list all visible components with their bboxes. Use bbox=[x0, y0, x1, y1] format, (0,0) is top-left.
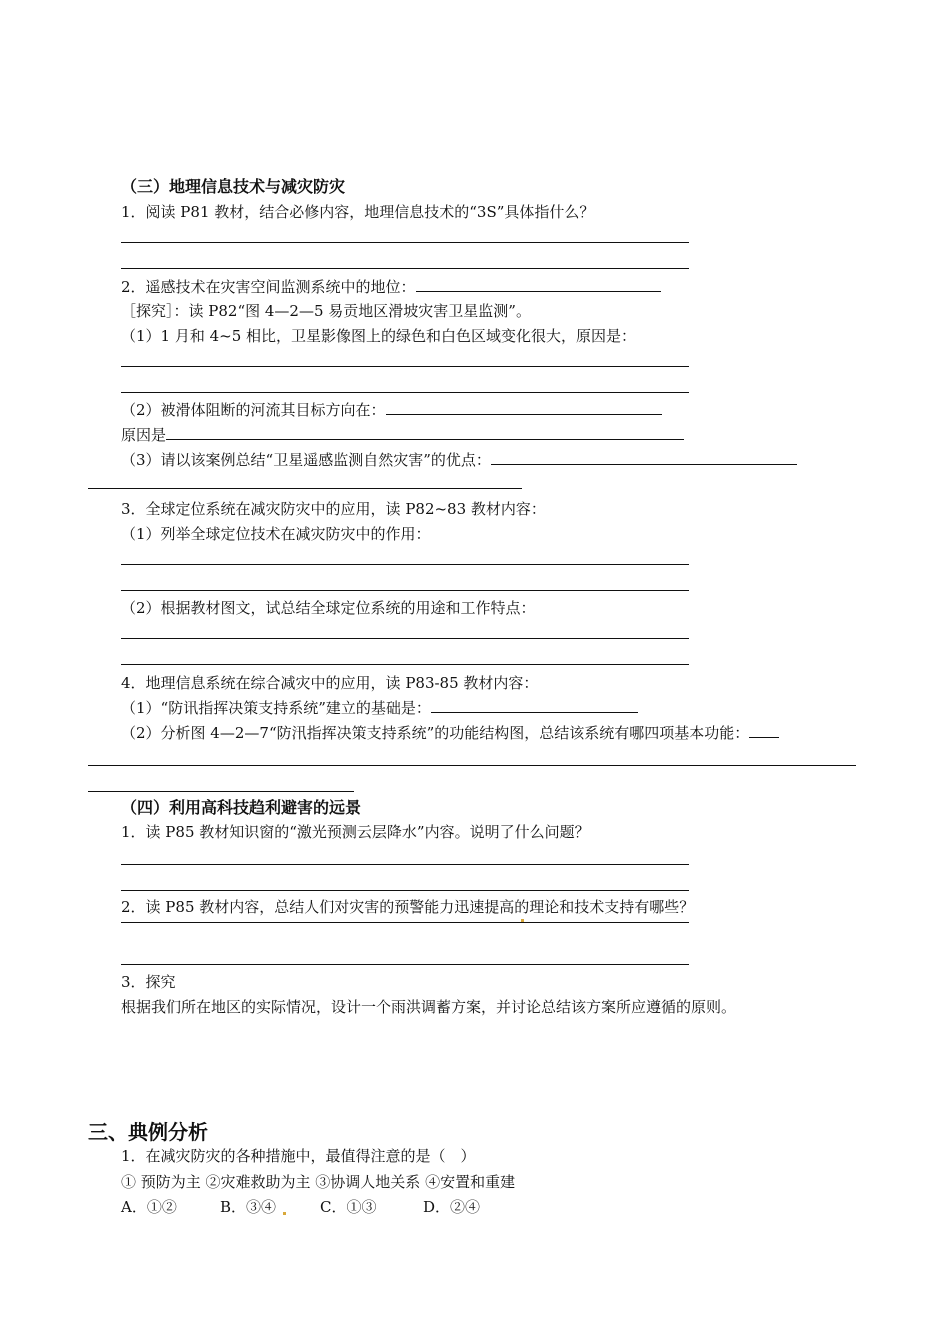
question-3-4-1: （1）“防讯指挥决策支持系统”建立的基础是： bbox=[121, 698, 638, 718]
choice-c: C．①③ bbox=[320, 1198, 377, 1216]
choice-a: A．①② bbox=[121, 1198, 177, 1216]
explore-question-1: （1）1 月和 4~5 相比，卫星影像图上的绿色和白色区域变化很大，原因是： bbox=[121, 327, 637, 345]
answer-blank bbox=[166, 425, 684, 440]
answer-line bbox=[121, 922, 689, 923]
answer-blank bbox=[416, 277, 661, 292]
example-options: ① 预防为主 ②灾难救助为主 ③协调人地关系 ④安置和重建 bbox=[121, 1173, 516, 1191]
question-3-4-2: （2）分析图 4—2—7“防汛指挥决策支持系统”的功能结构图，总结该系统有哪四项基本功能： bbox=[121, 723, 779, 743]
question-3-2: 2．遥感技术在灾害空间监测系统中的地位： bbox=[121, 277, 661, 297]
question-4-3-text: 根据我们所在地区的实际情况，设计一个雨洪调蓄方案，并讨论总结该方案所应遵循的原则。 bbox=[121, 998, 737, 1016]
question-4-2: 2．读 P85 教材内容，总结人们对灾害的预警能力迅速提高的理论和技术支持有哪些？ bbox=[121, 898, 695, 916]
example-question-1: 1．在减灾防灾的各种措施中，最值得注意的是（ ） bbox=[121, 1147, 476, 1165]
question-3-3-1: （1）列举全球定位技术在减灾防灾中的作用： bbox=[121, 525, 431, 543]
answer-line bbox=[121, 664, 689, 665]
choice-b: B．③④ bbox=[220, 1198, 277, 1216]
answer-line bbox=[121, 392, 689, 393]
question-4-3: 3．探究 bbox=[121, 973, 176, 991]
section-4-title: （四）利用高科技趋利避害的远景 bbox=[121, 798, 362, 817]
answer-line bbox=[121, 964, 689, 965]
question-3-3: 3．全球定位系统在减灾防灾中的应用，读 P82~83 教材内容： bbox=[121, 500, 546, 518]
question-3-4: 4．地理信息系统在综合减灾中的应用，读 P83-85 教材内容： bbox=[121, 674, 539, 692]
answer-line bbox=[121, 564, 689, 565]
question-3-3-2: （2）根据教材图文，试总结全球定位系统的用途和工作特点： bbox=[121, 599, 536, 617]
answer-line bbox=[121, 268, 689, 269]
explore-question-2: （2）被滑体阻断的河流其目标方向在： bbox=[121, 400, 662, 420]
mark-dot bbox=[521, 919, 524, 922]
answer-line bbox=[121, 890, 689, 891]
answer-line bbox=[88, 765, 856, 766]
part-3-title: 三、典例分析 bbox=[88, 1120, 208, 1144]
answer-blank bbox=[749, 723, 779, 738]
explore-heading: ［探究］：读 P82“图 4—2—5 易贡地区滑坡灾害卫星监测”。 bbox=[121, 302, 531, 320]
question-3-1: 1．阅读 P81 教材，结合必修内容，地理信息技术的“3S”具体指什么？ bbox=[121, 203, 595, 221]
choice-d: D．②④ bbox=[423, 1198, 481, 1216]
answer-line bbox=[121, 864, 689, 865]
answer-line bbox=[121, 242, 689, 243]
answer-line bbox=[121, 590, 689, 591]
answer-line bbox=[121, 638, 689, 639]
mark-dot bbox=[283, 1212, 286, 1215]
answer-line bbox=[88, 488, 522, 489]
question-4-1: 1．读 P85 教材知识窗的“激光预测云层降水”内容。说明了什么问题？ bbox=[121, 823, 590, 841]
explore-question-2-reason: 原因是 bbox=[121, 425, 684, 445]
answer-blank bbox=[431, 698, 638, 713]
answer-blank bbox=[491, 450, 797, 465]
explore-question-3: （3）请以该案例总结“卫星遥感监测自然灾害”的优点： bbox=[121, 450, 797, 470]
answer-line bbox=[88, 791, 354, 792]
answer-blank bbox=[386, 400, 662, 415]
answer-line bbox=[121, 366, 689, 367]
section-3-title: （三）地理信息技术与减灾防灾 bbox=[121, 177, 346, 196]
